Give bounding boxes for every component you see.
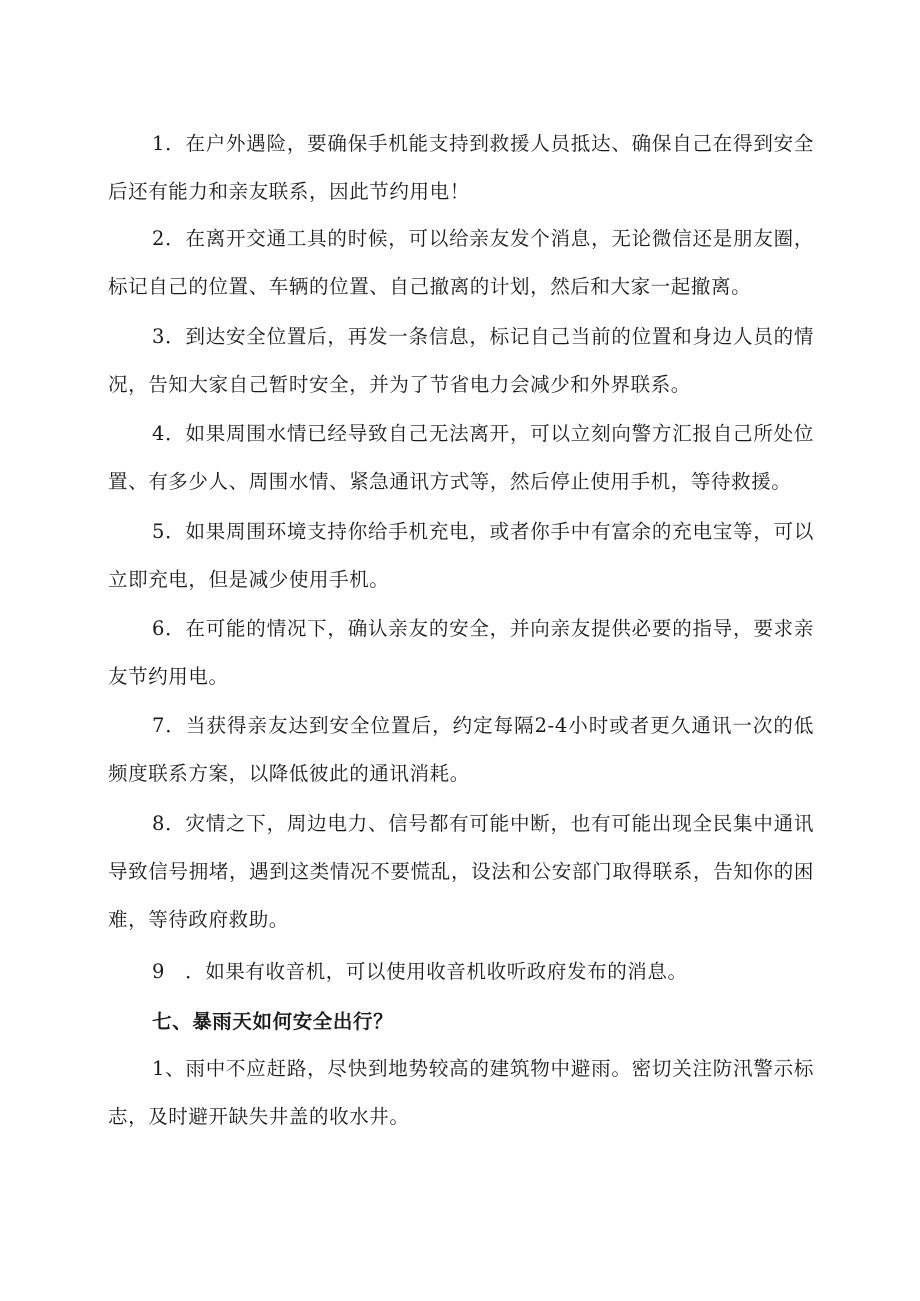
list-item-6: 6．在可能的情况下，确认亲友的安全，并向亲友提供必要的指导，要求亲友节约用电。 bbox=[108, 617, 814, 688]
list-item-1: 1．在户外遇险，要确保手机能支持到救援人员抵达、确保自己在得到安全后还有能力和亲友联系，因此节约用电！ bbox=[108, 132, 814, 203]
list-item-3: 3．到达安全位置后，再发一条信息，标记自己当前的位置和身边人员的情况，告知大家自己暂时安全，并为了节省电力会减少和外界联系。 bbox=[108, 325, 814, 396]
list-item-9: 9 ．如果有收音机，可以使用收音机收听政府发布的消息。 bbox=[152, 960, 688, 983]
list-item-8: 8．灾情之下，周边电力、信号都有可能中断，也有可能出现全民集中通讯导致信号拥堵，遇到这类情况不要慌乱，设法和公安部门取得联系，告知你的困难，等待政府救助。 bbox=[108, 812, 814, 931]
section-item-1: 1、雨中不应赶路，尽快到地势较高的建筑物中避雨。密切关注防汛警示标志，及时避开缺失井盖的收水井。 bbox=[108, 1057, 814, 1128]
list-item-5: 5．如果周围环境支持你给手机充电，或者你手中有富余的充电宝等，可以立即充电，但是减少使用手机。 bbox=[108, 520, 814, 591]
list-item-4: 4．如果周围水情已经导致自己无法离开，可以立刻向警方汇报自己所处位置、有多少人、周围水情、紧急通讯方式等，然后停止使用手机，等待救援。 bbox=[108, 422, 814, 493]
list-item-2: 2．在离开交通工具的时候，可以给亲友发个消息，无论微信还是朋友圈，标记自己的位置、车辆的位置、自己撤离的计划，然后和大家一起撤离。 bbox=[108, 227, 814, 298]
section-heading: 七、暴雨天如何安全出行？ bbox=[152, 1010, 394, 1033]
list-item-7: 7．当获得亲友达到安全位置后，约定每隔2-4小时或者更久通讯一次的低频度联系方案，以降低彼此的通讯消耗。 bbox=[108, 714, 814, 785]
